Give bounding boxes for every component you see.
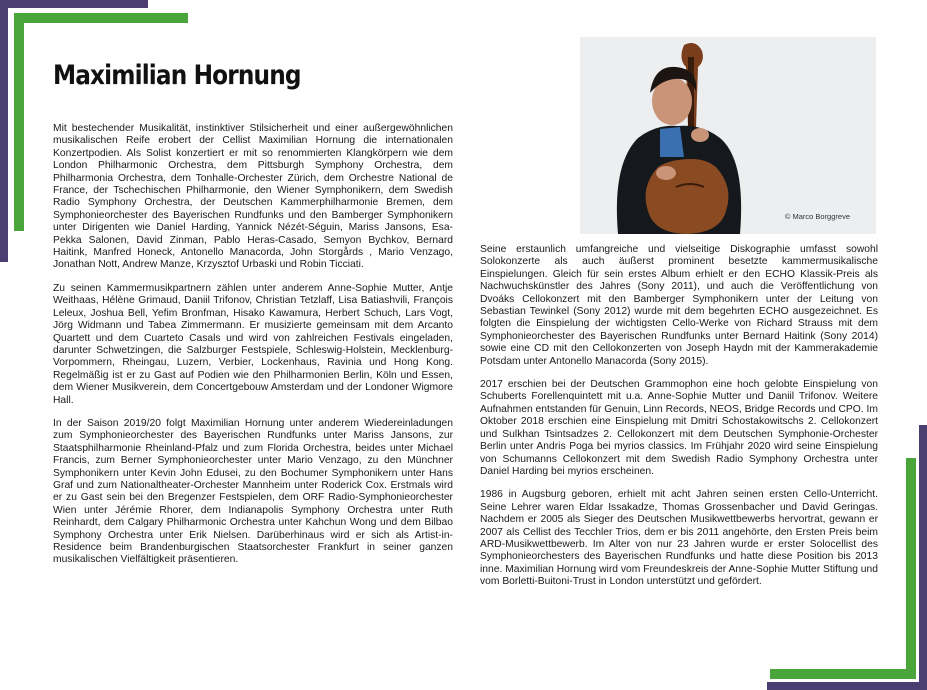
decorative-bar-purple-right bbox=[919, 425, 927, 690]
biography-paragraph: Zu seinen Kammermusikpartnern zählen unter anderem Anne-Sophie Mutter, Antje Weithaas, Hélène Grimaud, Daniil Trifonov, Christian Tetzlaff, Lisa Batiashvili, François Leleux, Joshua Bell, Yefim Bronfman, Hisako Kawamura, Herbert Schuch, Lars Vogt, Jörg Widmann und Tabea Zimmermann. Er musizierte gemeinsam mit dem Arcanto Quartett und dem Cuarteto Casals und wird von zahlreichen Festivals eingeladen, darunter Schwetzingen, die Salzburger Festspiele, Schleswig-Holstein, Mecklenburg-Vorpommern, Rheingau, Luzern, Verbier, Lockenhaus, Ravinia und Hong Kong. Regelmäßig ist er zu Gast auf Podien wie den Philharmonien Berlin, Köln und Essen, dem Wiener Musikverein, dem Concertgebouw Amsterdam und der Londoner Wigmore Hall. bbox=[53, 282, 453, 406]
photo-credit: © Marco Borggreve bbox=[784, 212, 850, 221]
decorative-bar-green-right bbox=[906, 458, 916, 679]
decorative-bar-purple-bottom bbox=[767, 682, 927, 690]
decorative-bar-purple-left bbox=[0, 0, 8, 262]
biography-paragraph: Mit bestechender Musikalität, instinktiver Stilsicherheit und einer außergewöhnlichen musikalischen Reife erobert der Cellist Maximilian Hornung die internationalen Konzertpodien. Als Solist konzertiert er mit so renommierten Klangkörpern wie dem London Philharmonic Orchestra, dem Pittsburgh Symphony Orchestra, dem Philharmonia Orchestra, dem Tonhalle-Orchester Zürich, dem Orchestre National de France, der Tschechischen Philharmonie, den Wiener Symphonikern, dem Swedish Radio Symphony Orchestra, der Deutschen Kammerphilharmonie Bremen, dem Symphonieorchester des Bayerischen Rundfunks und den Bamberger Symphonikern unter Dirigenten wie Daniel Harding, Yannick Nézét-Séguin, Mariss Jansons, Esa-Pekka Salonen, David Zinman, Pablo Heras-Casado, Semyon Bychkov, Bernard Haitink, Manfred Honeck, Antonello Manacorda, John Storgårds , Mario Venzago, Jonathan Nott, Andrew Manze, Krzysztof Urbaski und Robin Ticciati. bbox=[53, 123, 453, 271]
cellist-portrait-icon bbox=[580, 37, 876, 234]
biography-column-left bbox=[53, 123, 453, 578]
biography-column-right bbox=[480, 244, 878, 600]
artist-photo bbox=[580, 37, 876, 234]
page-title: Maximilian Hornung bbox=[53, 60, 301, 91]
biography-paragraph: 1986 in Augsburg geboren, erhielt mit acht Jahren seinen ersten Cello-Unterricht. Seine Lehrer waren Eldar Issakadze, Thomas Grossenbacher und David Geringas. Nachdem er 2005 als Sieger des Deutschen Musikwettbewerbs hervortrat, gewann er 2007 als Cellist des Tecchler Trios, dem er bis 2011 angehörte, den Ersten Preis beim ARD-Musikwettbewerb. Im Alter von nur 23 Jahren wurde er erster Solocellist des Symphonieorchesters des Bayerischen Rundfunks und hatte diese Position bis 2013 inne. Maximilian Hornung wird vom Freundeskreis der Anne-Sophie Mutter Stiftung und vom Borletti-Buitoni-Trust in London unterstützt und gefördert. bbox=[480, 489, 878, 588]
biography-paragraph: In der Saison 2019/20 folgt Maximilian Hornung unter anderem Wiedereinladungen zum Symphonieorchester des Bayerischen Rundfunks unter Mariss Jansons, zur Staatsphilharmonie Rheinland-Pfalz und zum Florida Orchestra, beides unter Michael Francis, zum Berner Symphonieorchester unter Mario Venzago, zu den Münchner Symphonikern unter Kevin John Edusei, zu den Bochumer Symphonikern unter Hans Graf und zum Nationaltheater-Orchester Mannheim unter Roderick Cox. Erstmals wird er zu Gast sein bei den Bregenzer Festspielen, dem ORF Radio-Symphonieorchester Wien unter Jérémie Rhorer, dem Indianapolis Symphony Orchestra unter Ruth Reinhardt, dem Calgary Philharmonic Orchestra unter Kahchun Wong und dem Bilbao Symphony Orchestra unter Erik Nielsen. Darüberhinaus wird er sich als Artist-in-Residence beim Brandenburgischen Staatsorchester Frankfurt in seiner ganzen musikalischen Vielfältigkeit präsentieren. bbox=[53, 417, 453, 566]
biography-paragraph: 2017 erschien bei der Deutschen Grammophon eine hoch gelobte Einspielung von Schuberts Forellenquintett mit u.a. Anne-Sophie Mutter und Daniil Trifonov. Weitere Aufnahmen entstanden für Genuin, Linn Records, NEOS, Bridge Records und CPO. Im Oktober 2018 erschien eine Einspielung mit Dmitri Schostakowitschs 2. Cellokonzert und Sulkhan Tsintsadzes 2. Cellokonzert mit dem Deutschen Symphonie-Orchester Berlin unter Andris Poga bei myrios classics. Im Frühjahr 2020 wird seine Einspielung von Schumanns Cellokonzert mit dem Swedish Radio Symphony Orchestra unter Daniel Harding bei myrios erscheinen. bbox=[480, 379, 878, 477]
decorative-bar-green-bottom bbox=[770, 669, 916, 679]
decorative-bar-green-left bbox=[14, 13, 24, 231]
biography-paragraph: Seine erstaunlich umfangreiche und vielseitige Diskographie umfasst sowohl Solokonzerte als auch äußerst prominent besetzte kammermusikalische Einspielungen. Gleich für sein erstes Album erhielt er den ECHO Klassik-Preis als Nachwuchskünstler des Jahres (Sony 2011), und auch die Veröffentlichung von Dvoáks Cellokonzert mit den Bamberger Symphonikern unter der Leitung von Sebastian Tewinkel (Sony 2012) wurde mit dem begehrten ECHO ausgezeichnet. Es folgten die Einspielung der wichtigsten Cello-Werke von Richard Strauss mit dem Symphonieorchester des Bayerischen Rundfunks unter Bernard Haitink (Sony 2014) sowie eine CD mit den Cellokonzerten von Joseph Haydn mit der Kammerakademie Potsdam unter Antonello Manacorda (Sony 2015). bbox=[480, 244, 878, 367]
decorative-bar-purple-top bbox=[0, 0, 148, 8]
decorative-bar-green-top bbox=[14, 13, 188, 23]
